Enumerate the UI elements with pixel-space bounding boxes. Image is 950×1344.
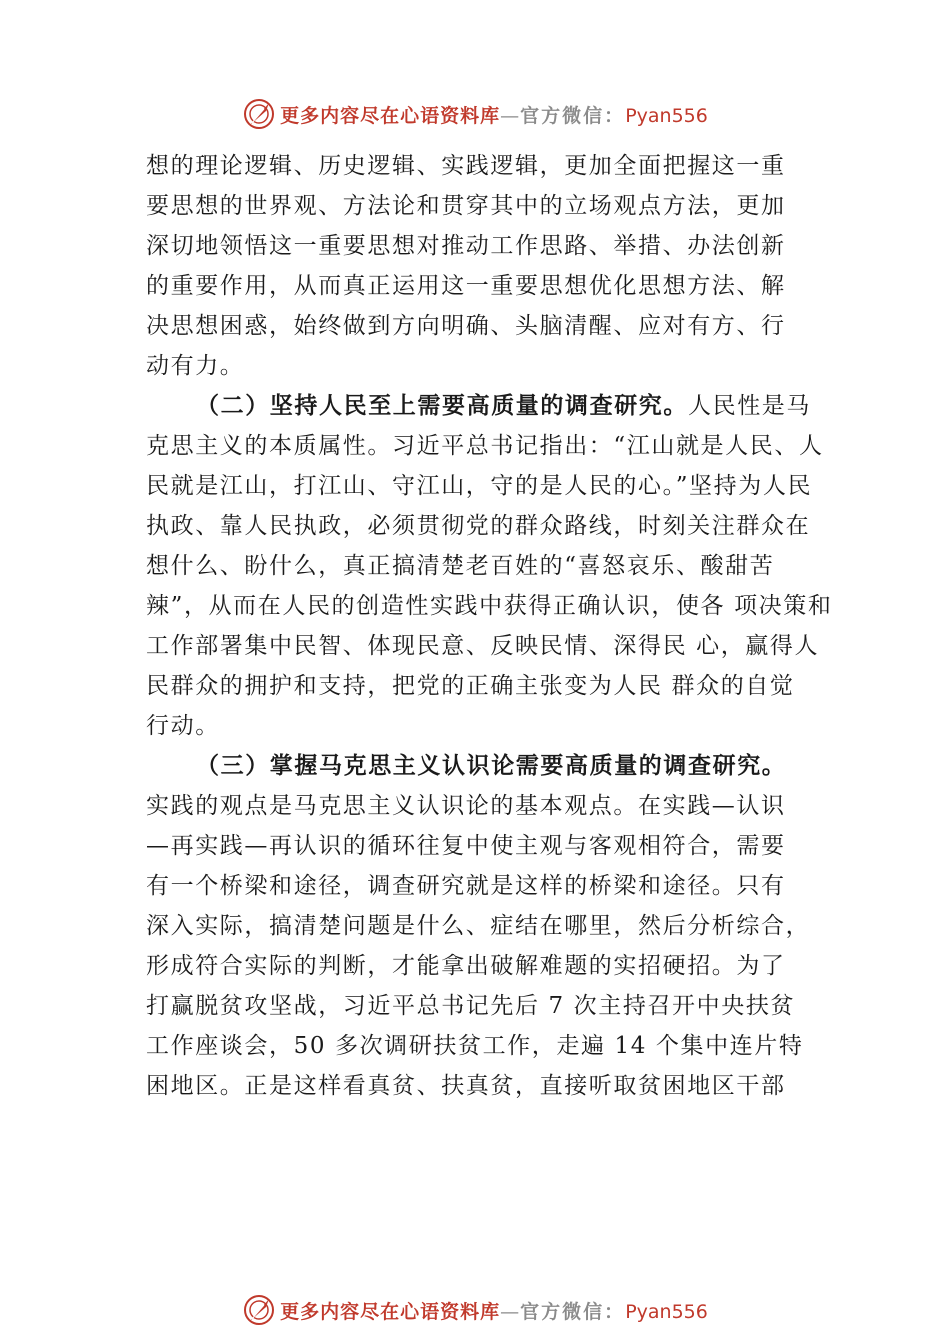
- line-text: 想什么、盼什么，真正搞清楚老百姓的“喜怒哀乐、酸甜苦: [146, 553, 775, 579]
- text-line: [146, 826, 836, 866]
- text-line: [146, 346, 836, 386]
- text-line: [146, 266, 836, 306]
- line-text: 想的理论逻辑、历史逻辑、实践逻辑，更加全面把握这一重: [146, 153, 786, 179]
- text-line: [146, 866, 836, 906]
- line-text: 形成符合实际的判断，才能拿出破解难题的实招硬招。为了: [146, 953, 786, 979]
- line-text: 深切地领悟这一重要思想对推动工作思路、举措、办法创新: [146, 233, 786, 259]
- line-text: 深入实际，搞清楚问题是什么、症结在哪里，然后分析综合，: [146, 913, 811, 939]
- line-text: 克思主义的本质属性。习近平总书记指出：“江山就是人民、人: [146, 433, 824, 459]
- text-line: [146, 1026, 836, 1066]
- text-line: [146, 786, 836, 826]
- text-line: [146, 466, 836, 506]
- line-text: 打赢脱贫攻坚战，习近平总书记先后 7 次主持召开中央扶贫: [146, 993, 796, 1019]
- document-body: [146, 146, 836, 1106]
- section-heading: （三）掌握马克思主义认识论需要高质量的调查研究。: [196, 752, 787, 779]
- line-text: 民就是江山，打江山、守江山，守的是人民的心。”坚持为人民: [146, 473, 813, 499]
- line-text: 困地区。正是这样看真贫、扶真贫，直接听取贫困地区干部: [146, 1073, 786, 1099]
- line-text: 执政、靠人民执政，必须贯彻党的群众路线，时刻关注群众在: [146, 513, 811, 539]
- text-line: [146, 546, 836, 586]
- line-text: 的重要作用，从而真正运用这一重要思想优化思想方法、解: [146, 273, 786, 299]
- line-text: 工作部署集中民智、体现民意、反映民情、深得民 心，赢得人: [146, 633, 820, 659]
- text-line: [146, 506, 836, 546]
- watermark-brand: 更多内容尽在心语资料库: [280, 1300, 501, 1323]
- text-line: [146, 706, 836, 746]
- text-line: [146, 626, 836, 666]
- text-line: [146, 906, 836, 946]
- watermark-dash: —: [500, 104, 521, 127]
- text-line: [146, 1066, 836, 1106]
- text-line: [146, 586, 836, 626]
- line-text: 实践的观点是马克思主义认识论的基本观点。在实践—认识: [146, 793, 786, 819]
- line-text: 要思想的世界观、方法论和贯穿其中的立场观点方法，更加: [146, 193, 786, 219]
- text-line: [146, 746, 836, 786]
- section-heading: （二）坚持人民至上需要高质量的调查研究。: [196, 392, 688, 419]
- watermark-text: [280, 101, 708, 128]
- watermark-text: [280, 1297, 708, 1324]
- text-line: [146, 306, 836, 346]
- line-text: 工作座谈会，50 多次调研扶贫工作，走遍 14 个集中连片特: [146, 1033, 804, 1059]
- watermark-wechat-id: Pyan556: [625, 1300, 708, 1323]
- text-line: [146, 226, 836, 266]
- watermark-label: 官方微信：: [520, 1300, 626, 1323]
- line-text: 行动。: [146, 713, 220, 739]
- line-text: 动有力。: [146, 353, 245, 379]
- line-text: 辣”，从而在人民的创造性实践中获得正确认识，使各 项决策和: [146, 593, 833, 619]
- line-text: 人民性是马: [688, 393, 811, 419]
- text-line: [146, 986, 836, 1026]
- text-line: [146, 946, 836, 986]
- text-line: [146, 666, 836, 706]
- text-line: [146, 386, 836, 426]
- line-text: 民群众的拥护和支持，把党的正确主张变为人民 群众的自觉: [146, 673, 795, 699]
- quill-logo-icon: [242, 97, 276, 131]
- line-text: —再实践—再认识的循环往复中使主观与客观相符合，需要: [146, 833, 786, 859]
- watermark-wechat-id: Pyan556: [625, 104, 708, 127]
- watermark-label: 官方微信：: [520, 104, 626, 127]
- line-text: 有一个桥梁和途径，调查研究就是这样的桥梁和途径。只有: [146, 873, 786, 899]
- quill-logo-icon: [242, 1293, 276, 1327]
- header-watermark: [0, 96, 950, 132]
- text-line: [146, 426, 836, 466]
- line-text: 决思想困惑，始终做到方向明确、头脑清醒、应对有方、行: [146, 313, 786, 339]
- watermark-dash: —: [500, 1300, 521, 1323]
- watermark-brand: 更多内容尽在心语资料库: [280, 104, 501, 127]
- footer-watermark: [0, 1292, 950, 1328]
- text-line: [146, 186, 836, 226]
- text-line: [146, 146, 836, 186]
